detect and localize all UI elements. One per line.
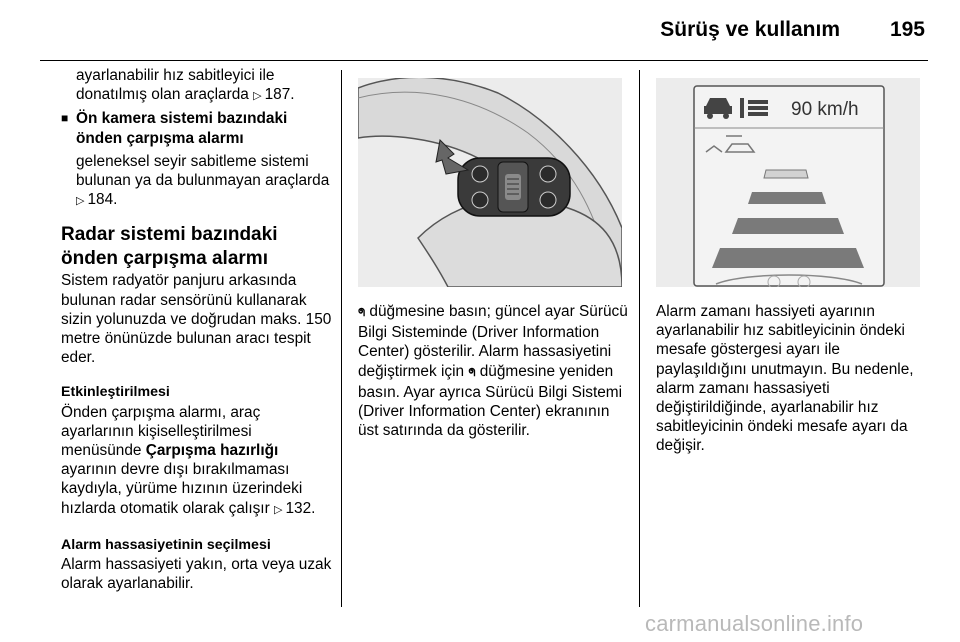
display-illustration xyxy=(656,78,920,287)
paragraph-activation: Önden çarpışma alarmı, araç ayarlarının kişiselleştirilmesi menüsünde Çarpışma hazırlığı ayarının devre dışı bırakılmaması kaydıyla, yürüme hızının üzerindeki hızlarda otomatik olarak çalışır ▷ 132. xyxy=(61,403,333,520)
header-rule xyxy=(40,60,928,61)
section-heading: Radar sistemi bazındaki önden çarpışma alarmı xyxy=(61,224,278,270)
subheading-activation: Etkinleştirilmesi xyxy=(61,384,170,401)
column-3-text xyxy=(656,302,928,456)
paragraph-radar-description: Sistem radyatör panjuru arkasında bulunan radar sensörünü kullanarak sizin yolunuzda ve doğrudan maks. 150 metre önünüzde bulunan aracı tespit eder. xyxy=(61,272,332,367)
collision-alert-button-icon: ᖗ xyxy=(468,366,476,379)
subheading-sensitivity: Alarm hassasiyetinin seçilmesi xyxy=(61,536,271,553)
column-divider-1 xyxy=(341,70,342,607)
column-divider-2 xyxy=(639,70,640,607)
display-speed-readout: 90 km/h xyxy=(791,99,859,120)
running-header-title: Sürüş ve kullanım xyxy=(660,18,840,41)
paragraph-cruise-ref: ayarlanabilir hız sabitleyici ile donatılmış olan araçlarda ▷ 187. xyxy=(61,66,333,106)
watermark: carmanualsonline.info xyxy=(645,611,864,636)
driver-information-display-figure xyxy=(656,78,920,287)
bullet-camera-alert: ■ Ön kamera sistemi bazındaki önden çarpışma alarmı xyxy=(61,110,288,147)
cross-reference-icon: ▷ xyxy=(76,195,85,208)
column-2-text xyxy=(358,302,630,440)
collision-alert-button-icon: ᖗ xyxy=(358,307,366,319)
paragraph-sensitivity: Alarm hassasiyeti yakın, orta veya uzak olarak ayarlanabilir. xyxy=(61,556,332,593)
paragraph-alarm-timing: Alarm zamanı hassiyeti ayarının ayarlanabilir hız sabitleyicinin öndeki mesafe göstergesi ayarı ile paylaşıldığını unutmayın. Bu nedenle, alarm zamanı hassasiyeti değiştirildiğinde, ayarlanabilir hız sabitleyicinin öndeki mesafe ayarı da değişir. xyxy=(656,303,914,455)
column-1 xyxy=(61,66,333,593)
steering-wheel-figure xyxy=(358,78,622,287)
bullet-square-icon: ■ xyxy=(61,111,69,126)
paragraph-button-press: ᖗ düğmesine basın; güncel ayar Sürücü Bilgi Sisteminde (Driver Information Center) gösterilir. Alarm hassasiyetini değiştirmek için ᖗ düğmesine yeniden basın. Ayar ayrıca Sürücü Bilgi Sistemi (Driver Information Center) ekranının üst satırında da gösterilir. xyxy=(358,303,628,440)
steering-wheel-illustration xyxy=(358,78,622,287)
page-number: 195 xyxy=(889,18,925,41)
cross-reference-icon: ▷ xyxy=(274,503,283,516)
cross-reference-icon: ▷ xyxy=(253,90,262,103)
paragraph-conventional-cruise: geleneksel seyir sabitleme sistemi bulunan ya da bulunmayan araçlarda ▷ 184. xyxy=(61,152,333,212)
